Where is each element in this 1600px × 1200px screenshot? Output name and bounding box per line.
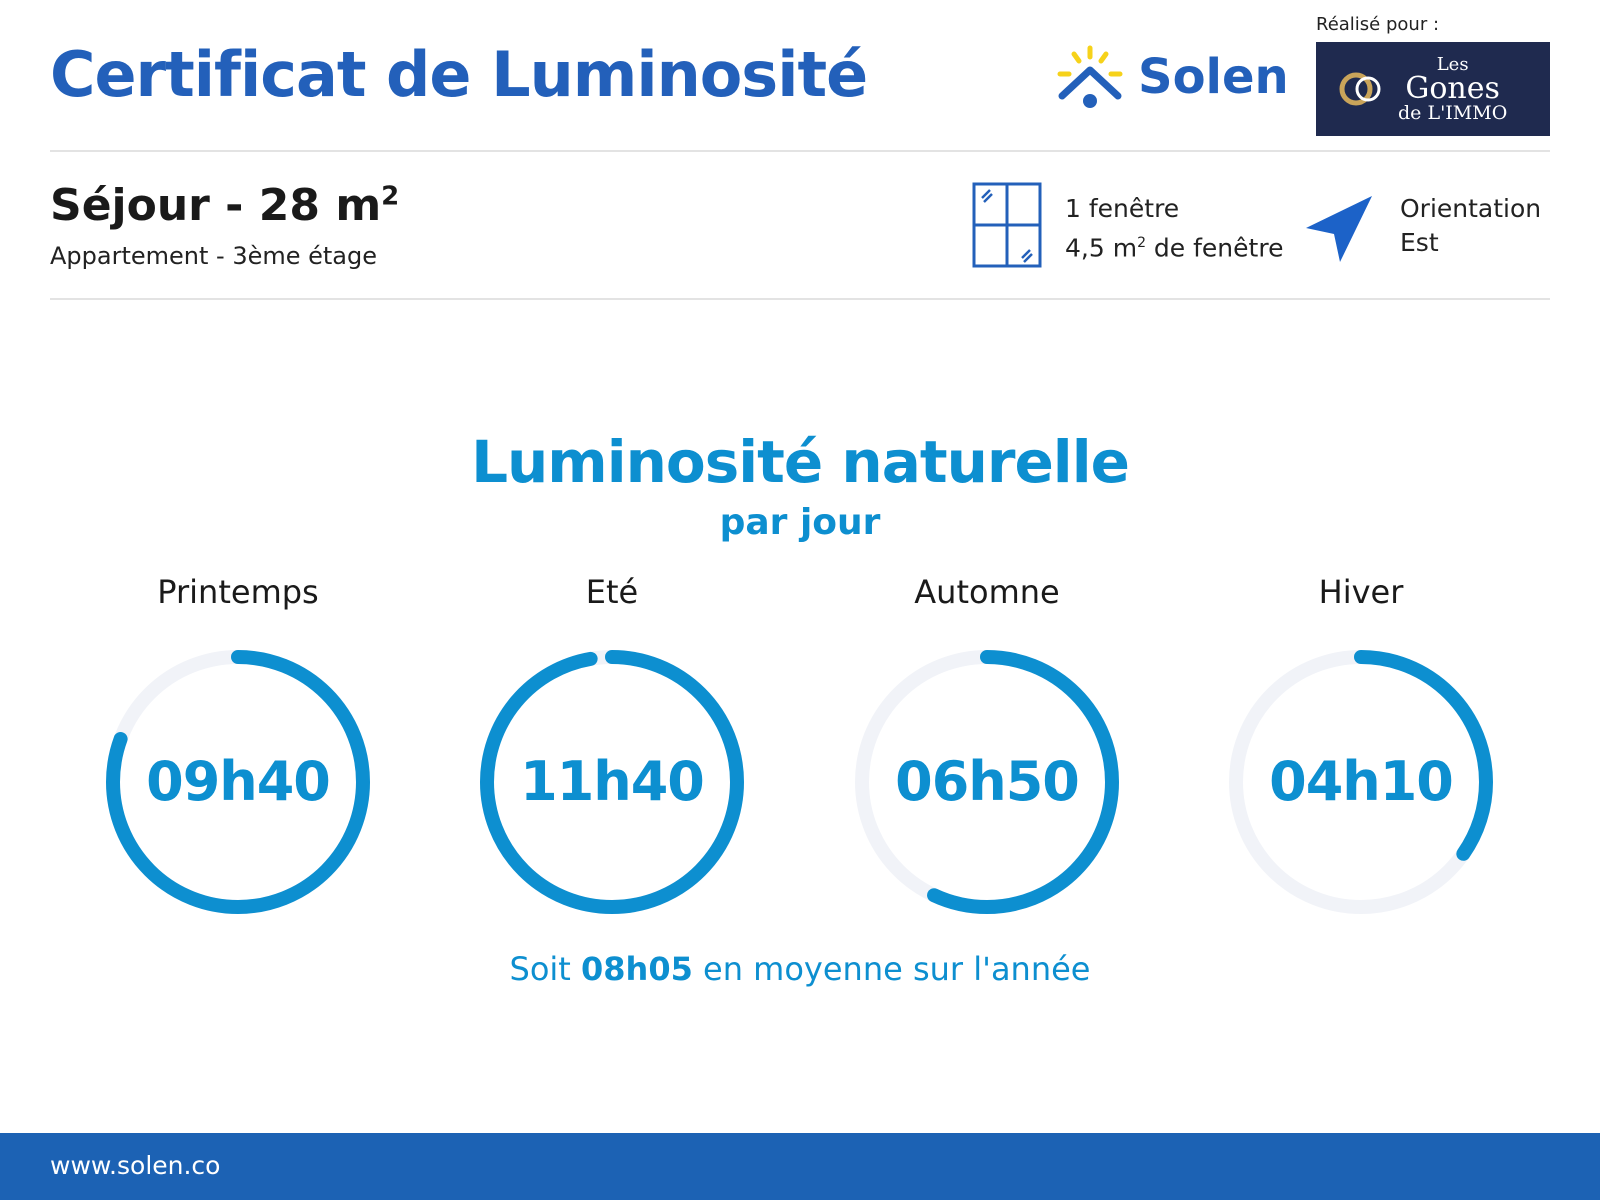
daylight-gauge — [88, 632, 388, 932]
season-label: Printemps — [157, 573, 319, 611]
daylight-gauge — [1211, 632, 1511, 932]
partner-emblem-icon — [1338, 66, 1384, 112]
daylight-value: 11h40 — [520, 750, 704, 813]
sun-house-icon — [1054, 44, 1126, 110]
season-label: Eté — [585, 573, 639, 611]
daylight-value: 06h50 — [895, 750, 1079, 813]
season-label: Automne — [914, 573, 1060, 611]
website-link[interactable]: www.solen.co — [50, 1151, 221, 1180]
daylight-gauge — [837, 632, 1137, 932]
orientation-info: Orientation Est — [1400, 194, 1542, 257]
room-subtitle: Appartement - 3ème étage — [50, 242, 378, 270]
season-spring — [88, 570, 388, 932]
solen-logo — [1054, 44, 1294, 110]
daylight-value: 09h40 — [146, 750, 330, 813]
partner-logo — [1316, 42, 1550, 136]
season-winter — [1211, 570, 1511, 932]
season-label: Hiver — [1318, 573, 1404, 611]
section-subtitle: par jour — [719, 502, 881, 543]
room-title: Séjour - 28 $m^2$ — [50, 180, 400, 231]
page-title: Certificat de Luminosité — [50, 38, 868, 111]
season-summer — [462, 570, 762, 932]
partner-name: Les Gones de L'IMMO — [1398, 53, 1508, 124]
window-info: 1 fenêtre 4,5 $m^2$ de fenêtre — [1065, 194, 1284, 263]
daylight-value: 04h10 — [1269, 750, 1453, 813]
window-icon — [972, 182, 1042, 268]
compass-arrow-icon — [1304, 194, 1374, 264]
made-for-label: Réalisé pour : — [1316, 14, 1440, 35]
section-title: Luminosité naturelle — [471, 428, 1129, 496]
brand-name: Solen — [1138, 49, 1289, 105]
footer-bar — [0, 1133, 1600, 1200]
divider — [50, 298, 1550, 300]
daylight-gauge — [462, 632, 762, 932]
season-autumn — [837, 570, 1137, 932]
yearly-average: Soit 08h05 en moyenne sur l'année — [509, 950, 1091, 988]
divider — [50, 150, 1550, 152]
